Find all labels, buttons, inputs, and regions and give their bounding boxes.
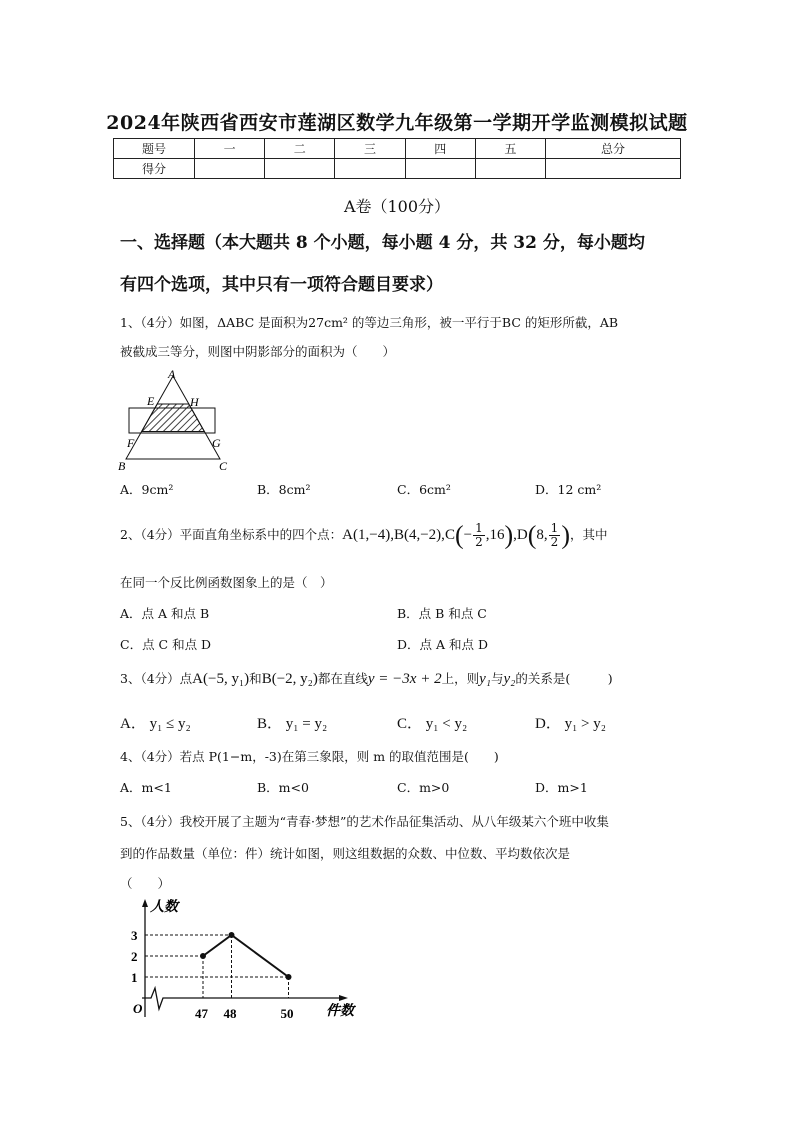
q3-yu: 与 (490, 671, 504, 686)
q2-point-d-label: D (516, 527, 528, 543)
q4-option-b[interactable]: B．m<0 (257, 780, 309, 795)
q3-option-b[interactable]: B． y₁ = y₂ (257, 716, 328, 732)
q1-option-c[interactable]: C．6cm² (397, 482, 451, 497)
triangle-figure (115, 366, 245, 474)
x-tick-label: 47 (195, 1006, 208, 1021)
score-cell[interactable] (335, 159, 405, 179)
x-tick-label: 48 (223, 1006, 237, 1021)
table-cell: 四 (405, 139, 475, 159)
q3-option-c[interactable]: C． y₁ < y₂ (397, 716, 468, 732)
q2-option-a[interactable]: A．点 A 和点 B (120, 606, 210, 621)
label-g: G (212, 436, 221, 450)
x-axis (142, 988, 340, 1009)
q2-point-d-first: 8, (536, 527, 548, 543)
q2-option-d[interactable]: D．点 A 和点 D (397, 637, 488, 652)
y-axis-label: 人数 (150, 900, 178, 915)
table-row (114, 139, 681, 159)
data-point (286, 974, 292, 980)
question-4-text: 4、（4分）若点 P(1−m，-3)在第三象限，则 m 的取值范围是( ) (120, 749, 499, 764)
x-tick-label: 50 (280, 1006, 294, 1021)
q1-option-b[interactable]: B．8cm² (257, 482, 311, 497)
line-chart (120, 895, 370, 1025)
q2-option-c[interactable]: C．点 C 和点 D (120, 637, 212, 652)
table-row (114, 159, 681, 179)
q3-y1: y₁ (479, 671, 491, 687)
q2-prefix: 2、（4分）平面直角坐标系中的四个点： (120, 527, 343, 542)
q2-point-c-label: C (444, 527, 455, 543)
section-heading-cont: 有四个选项，其中只有一项符合题目要求） (120, 275, 443, 295)
q4-option-c[interactable]: C．m>0 (397, 780, 450, 795)
question-5-text-cont: 到的作品数量（单位：件）统计如图，则这组数据的众数、中位数、平均数依次是 (120, 846, 571, 861)
q3-end: 的关系是( ) (515, 671, 613, 686)
y-tick-label: 2 (131, 949, 138, 964)
q3-mid: 都在直线 (317, 671, 368, 686)
q3-prefix: 3、（4分）点 (120, 671, 193, 686)
score-table (113, 138, 681, 179)
question-5-text: 5、（4分）我校开展了主题为“青春·梦想”的艺术作品征集活动、从八年级某六个班中收集 (120, 814, 609, 829)
q2-option-b[interactable]: B．点 B 和点 C (397, 606, 487, 621)
x-axis-arrow (339, 995, 348, 1001)
question-3-text (120, 667, 685, 691)
table-cell: 五 (475, 139, 545, 159)
score-cell[interactable] (195, 159, 265, 179)
label-f: F (127, 436, 135, 450)
section-heading: 一、选择题（本大题共 8 个小题，每小题 4 分，共 32 分，每小题均 (120, 233, 645, 253)
q2-point-b: B(4,−2), (393, 527, 445, 543)
score-cell[interactable] (405, 159, 475, 179)
table-cell: 总分 (546, 139, 681, 159)
origin-label: O (133, 1001, 143, 1016)
q4-option-d[interactable]: D．m>1 (535, 780, 588, 795)
y-tick-label: 3 (131, 928, 138, 943)
q3-tail: 上，则 (441, 671, 480, 686)
table-cell: 一 (195, 139, 265, 159)
label-h: H (190, 395, 199, 409)
x-axis-label: 件数 (326, 1004, 354, 1019)
q2-point-c-rest: ,16 (485, 527, 505, 543)
q4-option-a[interactable]: A．m<1 (120, 780, 172, 795)
data-point (229, 932, 235, 938)
q3-y2: y₂ (503, 671, 516, 687)
q2-fraction-d: $\frac{1}{2}$ (550, 521, 559, 549)
question-2-text-cont: 在同一个反比例函数图象上的是（ ） (120, 575, 333, 590)
question-1-text: 1、（4分）如图，ΔABC 是面积为27cm² 的等边三角形，被一平行于BC 的矩形所截，AB (120, 315, 619, 330)
q1-option-d[interactable]: D．12 cm² (535, 482, 602, 497)
label-c: C (219, 459, 228, 473)
question-5-paren: （ ） (120, 876, 171, 891)
q3-and: 和 (249, 671, 262, 686)
table-cell: 题号 (114, 139, 195, 159)
page-title: 2024年陕西省西安市莲湖区数学九年级第一学期开学监测模拟试题 (106, 112, 688, 134)
q1-option-a[interactable]: A．9cm² (120, 482, 174, 497)
question-1-text-cont: 被截成三等分，则图中阴影部分的面积为（ ） (120, 344, 396, 359)
label-e: E (147, 394, 155, 408)
data-point (200, 953, 206, 959)
q2-fraction-c: $\frac{1}{2}$ (475, 521, 483, 549)
y-axis-arrow (142, 899, 148, 907)
score-cell[interactable] (546, 159, 681, 179)
section-title: A卷（100分） (343, 197, 451, 216)
q3-option-a[interactable]: A． y₁ ≤ y₂ (120, 716, 191, 732)
table-cell: 二 (265, 139, 335, 159)
score-cell[interactable] (265, 159, 335, 179)
score-cell[interactable] (475, 159, 545, 179)
q3-line-eq: y = −3x + 2 (367, 671, 442, 687)
q3-option-d[interactable]: D． y₁ > y₂ (535, 716, 607, 732)
table-cell: 得分 (114, 159, 195, 179)
q2-suffix: ，其中 (569, 527, 608, 542)
q3-point-a: A(−5, y₁) (192, 671, 250, 687)
q3-point-b: B(−2, y₂) (261, 671, 318, 687)
label-b: B (118, 459, 126, 473)
q2-point-a: A(1,−4), (342, 527, 394, 543)
y-tick-label: 1 (131, 970, 138, 985)
label-a: A (168, 367, 176, 381)
question-2-text: 2、（4分）平面直角坐标系中的四个点：A(1,−4),B(4,−2),C(− $\frac{1}{2}$ ,16),D(8, $\frac{1}{2}$ )，其中 (120, 520, 608, 550)
series-line (203, 935, 289, 977)
table-cell: 三 (335, 139, 405, 159)
